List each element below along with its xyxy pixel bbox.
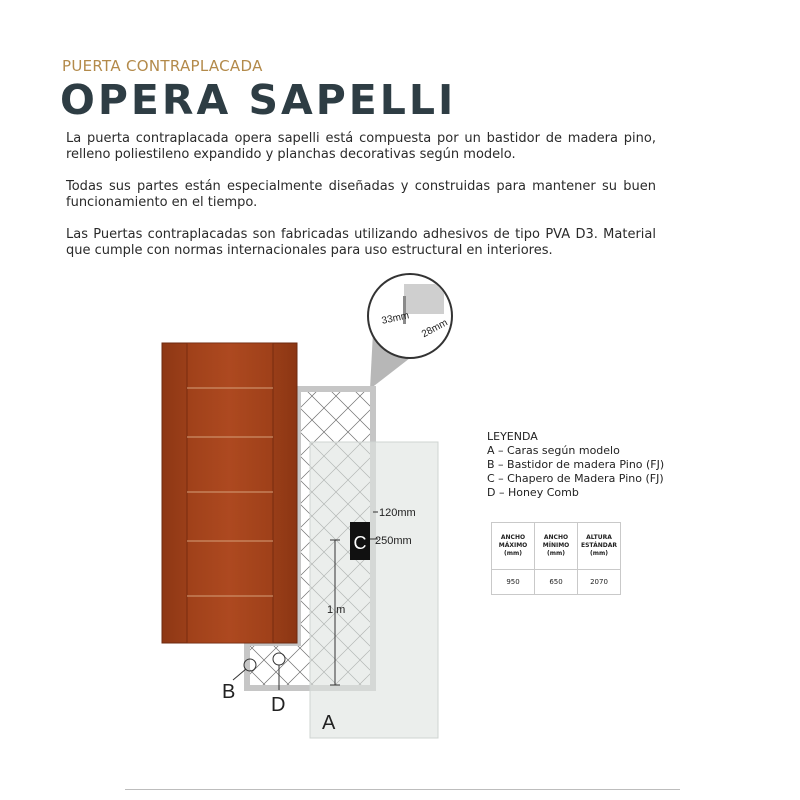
header-altura-estandar: ALTURA ESTÁNDAR (mm) [578,523,621,570]
legend-title: LEYENDA [487,430,538,443]
dimensions-table [491,522,621,595]
legend-item: A – Caras según modelo [487,444,620,457]
legend [487,430,664,500]
face-panel-a [310,442,438,738]
value-ancho-maximo: 950 [492,570,535,595]
description-paragraph-3: Las Puertas contraplacadas son fabricadas utilizando adhesivos de tipo PVA D3. Material que cumple con normas internacionales para uso estructural en interiores. [66,227,656,258]
zoom-thickness-label: 33mm [380,310,411,327]
value-altura-estandar: 2070 [578,570,621,595]
dim-1m-label: 1 m [327,604,346,616]
dim-120-label: 120mm [379,507,416,519]
legend-item: D – Honey Comb [487,486,579,499]
zoom-detail [368,274,452,358]
label-b: B [222,681,236,703]
legend-item: C – Chapero de Madera Pino (FJ) [487,472,664,485]
label-d: D [271,694,286,716]
label-c: C [353,533,367,553]
header-ancho-maximo: ANCHO MÁXIMO (mm) [492,523,535,570]
description-paragraph-1: La puerta contraplacada opera sapelli está compuesta por un bastidor de madera pino, relleno poliestileno expandido y planchas decorativas según modelo. [66,131,656,162]
page-subtitle: PUERTA CONTRAPLACADA [62,57,263,75]
label-a: A [322,712,336,734]
description-paragraph-2: Todas sus partes están especialmente diseñadas y construidas para mantener su buen funcionamiento en el tiempo. [66,179,656,210]
dim-250-label: 250mm [375,535,412,547]
bottom-divider [125,789,680,790]
page-title: OPERA SAPELLI [60,76,457,124]
header-ancho-minimo: ANCHO MÍNIMO (mm) [535,523,578,570]
value-ancho-minimo: 650 [535,570,578,595]
zoom-width-label: 28mm [419,317,450,341]
legend-item: B – Bastidor de madera Pino (FJ) [487,458,665,471]
wood-door [162,343,297,643]
